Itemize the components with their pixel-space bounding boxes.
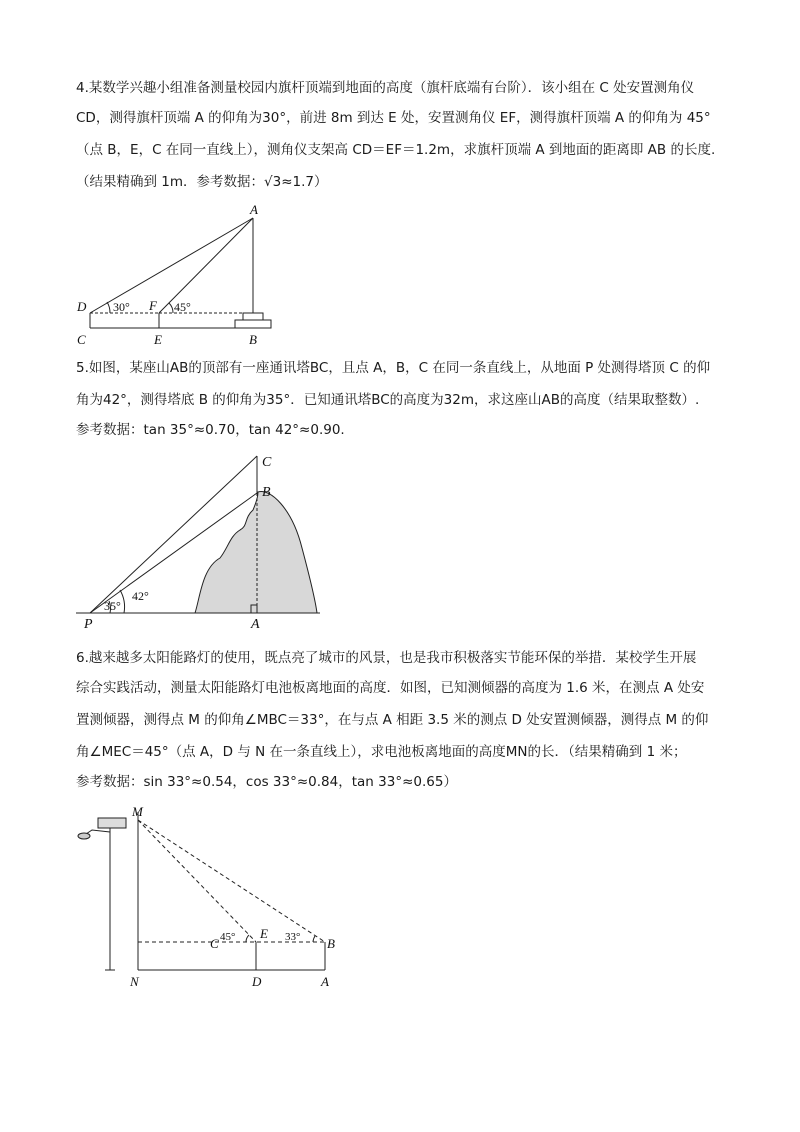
- step-base: [235, 320, 271, 328]
- label-e: E: [260, 926, 268, 941]
- angle-arc-45: [169, 303, 173, 313]
- angle-label-45: 45°: [174, 300, 191, 314]
- label-p: P: [84, 617, 93, 632]
- angle-label-42: 42°: [132, 589, 149, 603]
- q6-text-line-1: 6.越来越多太阳能路灯的使用，既点亮了城市的风景，也是我市积极落实节能环保的举措．某校学生开展: [76, 650, 697, 666]
- label-b: B: [249, 332, 257, 347]
- q6-text-line-3: 置测倾器，测得点 M 的仰角∠MBC＝33°，在与点 A 相距 3.5 米的测点 D 处安置测倾器，测得点 M 的仰: [76, 712, 709, 728]
- angle-arc-33: [313, 936, 315, 942]
- label-e: E: [154, 332, 162, 347]
- label-m: M: [132, 804, 143, 819]
- q6-text-line-4: 角∠MEC＝45°（点 A，D 与 N 在一条直线上），求电池板离地面的高度MN的长．（结果精确到 1 米；: [76, 744, 687, 760]
- q6-text-line-5: 参考数据：sin 33°≈0.54，cos 33°≈0.84，tan 33°≈0.65）: [76, 774, 457, 790]
- q6-streetlight-figure: [70, 800, 360, 995]
- angle-label-45: 45°: [220, 931, 236, 943]
- sightline-mb: [138, 820, 325, 942]
- label-n: N: [130, 974, 139, 989]
- q5-text-line-1: 5.如图，某座山AB的顶部有一座通讯塔BC，且点 A，B，C 在同一条直线上，从地面 P 处测得塔顶 C 的仰: [76, 360, 711, 376]
- q4-text-line-2: CD，测得旗杆顶端 A 的仰角为30°，前进 8m 到达 E 处，安置测角仪 EF，测得旗杆顶端 A 的仰角为 45°: [76, 110, 711, 126]
- label-c: C: [77, 332, 86, 347]
- angle-arc-30: [107, 302, 110, 313]
- label-b: B: [327, 936, 335, 951]
- mountain-shape: [195, 491, 317, 613]
- q5-mountain-figure: [70, 448, 330, 633]
- q5-text-line-3: 参考数据：tan 35°≈0.70，tan 42°≈0.90.: [76, 422, 345, 438]
- angle-label-33: 33°: [285, 931, 301, 943]
- label-a: A: [321, 974, 329, 989]
- q4-text-line-4: （结果精确到 1m．参考数据：√3≈1.7）: [76, 174, 328, 190]
- solar-panel: [98, 818, 126, 828]
- lamp-head: [78, 833, 90, 839]
- label-f: F: [149, 298, 157, 313]
- q6-text-line-2: 综合实践活动，测量太阳能路灯电池板离地面的高度．如图，已知测倾器的高度为 1.6 米，在测点 A 处安: [76, 680, 705, 696]
- sightline-fa: [159, 218, 253, 313]
- angle-label-30: 30°: [113, 300, 130, 314]
- step-top: [243, 313, 263, 320]
- q4-text-line-1: 4.某数学兴趣小组准备测量校园内旗杆顶端到地面的高度（旗杆底端有台阶）．该小组在 C 处安置测角仪: [76, 80, 695, 96]
- label-d: D: [77, 299, 87, 314]
- q4-flagpole-figure: [70, 198, 290, 348]
- sightline-me: [138, 820, 256, 942]
- sightline-da: [90, 218, 253, 313]
- q5-text-line-2: 角为42°，测得塔底 B 的仰角为35°．已知通讯塔BC的高度为32m，求这座山AB的高度（结果取整数）.: [76, 392, 700, 408]
- label-a: A: [250, 202, 258, 217]
- label-b: B: [262, 485, 271, 500]
- label-d: D: [252, 974, 262, 989]
- label-c: C: [262, 455, 272, 470]
- angle-arc-45: [246, 935, 249, 942]
- label-a: A: [251, 617, 260, 632]
- lamp-arm: [86, 830, 110, 834]
- label-c: C: [210, 936, 219, 951]
- q4-text-line-3: （点 B，E，C 在同一直线上），测角仪支架高 CD＝EF＝1.2m，求旗杆顶端 A 到地面的距离即 AB 的长度.: [76, 142, 716, 158]
- angle-label-35: 35°: [104, 599, 121, 613]
